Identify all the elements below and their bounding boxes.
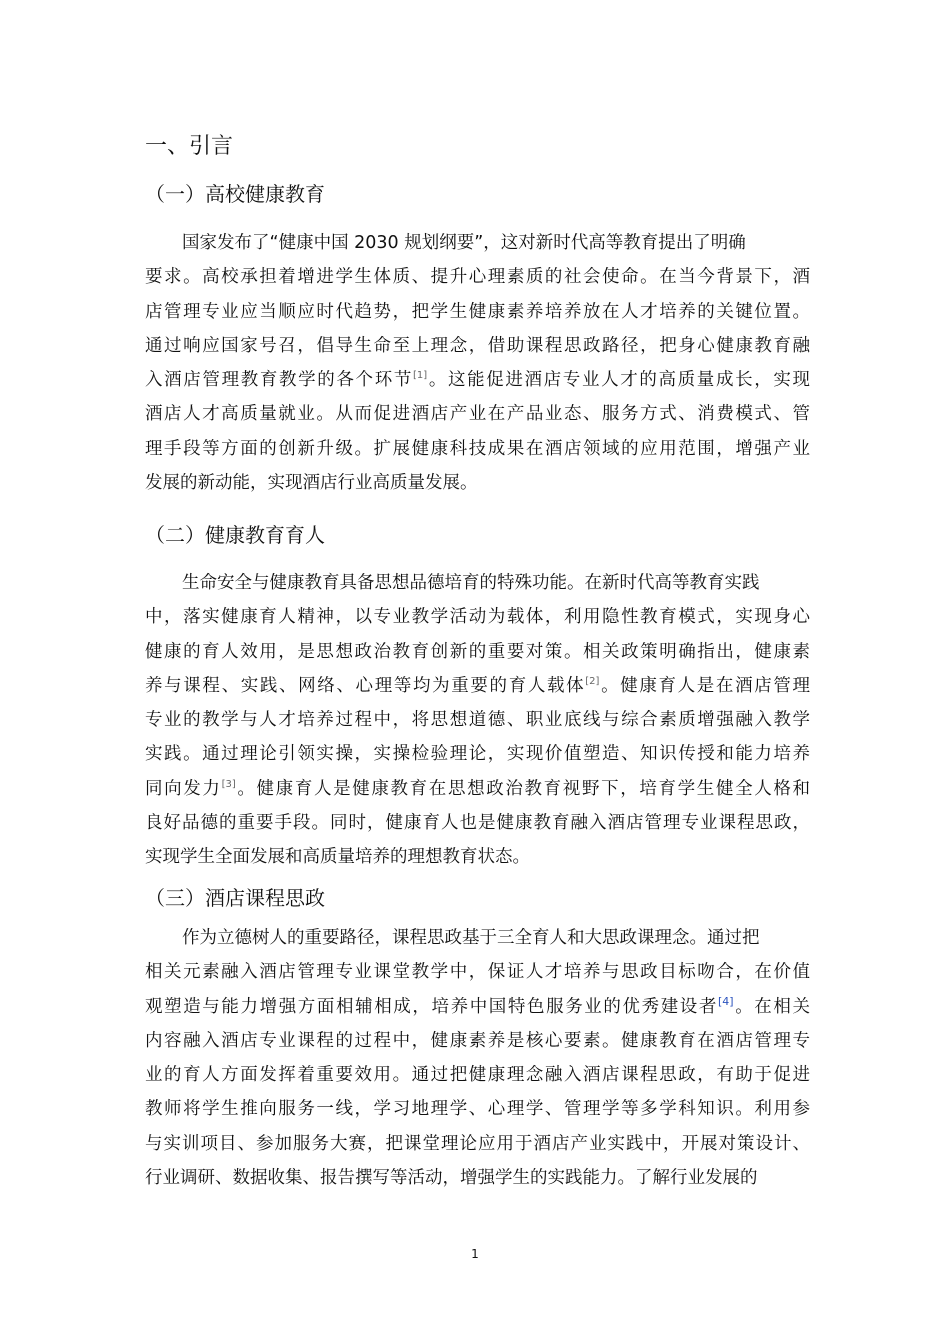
line-text-after-ref: 。健康育人是在酒店管理 [599,675,810,696]
heading-introduction: 一、引言 [145,134,234,159]
section-1-paragraph [145,226,810,500]
line-text: 中，落实健康育人精神，以专业教学活动为载体，利用隐性教育模式，实现身心 [145,607,810,628]
line-text: 相关元素融入酒店管理专业课堂教学中，保证人才培养与思政目标吻合，在价值 [145,962,810,983]
text-line [145,1127,810,1161]
text-line [145,260,810,294]
line-text: 专业的教学与人才培养过程中，将思想道德、职业底线与综合素质增强融入教学 [145,710,810,731]
text-line [145,703,810,737]
line-text: 养与课程、实践、网络、心理等均为重要的育人载体 [145,675,586,696]
text-line [145,921,810,955]
section-title-1: （一）高校健康教育 [145,182,325,206]
section-2-paragraph [145,566,810,875]
line-text: 入酒店管理教育教学的各个环节 [145,370,413,391]
line-text: 内容融入酒店专业课程的过程中，健康素养是核心要素。健康教育在酒店管理专 [145,1030,810,1051]
citation-ref[interactable]: [1] [413,370,428,382]
page-number: 1 [471,1247,479,1261]
text-line [145,1024,810,1058]
text-line [145,840,810,874]
line-text: 通过响应国家号召，倡导生命至上理念，借助课程思政路径，把身心健康教育融 [145,335,810,356]
citation-ref[interactable]: [3] [221,778,236,790]
text-line [145,295,810,329]
text-line [145,329,810,363]
text-line [145,363,810,397]
line-text: 酒店人才高质量就业。从而促进酒店产业在产品业态、服务方式、消费模式、管 [145,404,810,425]
line-text: 教师将学生推向服务一线，学习地理学、心理学、管理学等多学科知识。利用参 [145,1099,810,1120]
section-3-paragraph [145,921,810,1195]
line-text: 理手段等方面的创新升级。扩展健康科技成果在酒店领域的应用范围，增强产业 [145,438,810,459]
line-text: 同向发力 [145,778,222,799]
text-line [145,226,810,260]
line-text: 行业调研、数据收集、报告撰写等活动，增强学生的实践能力。了解行业发展的 [145,1168,758,1189]
line-text: 良好品德的重要手段。同时，健康育人也是健康教育融入酒店管理专业课程思政， [145,813,810,834]
line-text: 生命安全与健康教育具备思想品德培育的特殊功能。在新时代高等教育实践 [182,573,760,593]
line-text: 国家发布了“健康中国 2030 规划纲要”，这对新时代高等教育提出了明确 [182,233,746,253]
line-text: 实践。通过理论引领实操，实操检验理论，实现价值塑造、知识传授和能力培养 [145,744,810,765]
section-title-2: （二）健康教育育人 [145,523,325,547]
line-text-after-ref: 。这能促进酒店专业人才的高质量成长，实现 [427,370,810,391]
citation-ref[interactable]: [4] [718,994,734,1008]
text-line [145,772,810,806]
text-line [145,669,810,703]
text-line [145,466,810,500]
line-text: 要求。高校承担着增进学生体质、提升心理素质的社会使命。在当今背景下，酒 [145,267,810,288]
section-title-3: （三）酒店课程思政 [145,886,325,910]
text-line [145,737,810,771]
line-text: 作为立德树人的重要路径，课程思政基于三全育人和大思政课理念。通过把 [182,928,760,948]
line-text: 实现学生全面发展和高质量培养的理想教育状态。 [145,847,530,868]
line-text-after-ref: 。健康育人是健康教育在思想政治教育视野下，培育学生健全人格和 [235,778,810,799]
text-line [145,806,810,840]
text-line [145,432,810,466]
line-text: 店管理专业应当顺应时代趋势，把学生健康素养培养放在人才培养的关键位置。 [145,301,810,322]
text-line [145,1058,810,1092]
line-text: 业的育人方面发挥着重要效用。通过把健康理念融入酒店课程思政，有助于促进 [145,1065,810,1086]
line-text: 观塑造与能力增强方面相辅相成，培养中国特色服务业的优秀建设者 [145,996,719,1017]
text-line [145,635,810,669]
line-text-after-ref: 。在相关 [733,996,810,1017]
text-line [145,397,810,431]
line-text: 健康的育人效用，是思想政治教育创新的重要对策。相关政策明确指出，健康素 [145,641,810,662]
line-text: 与实训项目、参加服务大赛，把课堂理论应用于酒店产业实践中，开展对策设计、 [145,1133,810,1154]
text-line [145,955,810,989]
text-line [145,600,810,634]
text-line [145,566,810,600]
text-line [145,1092,810,1126]
citation-ref[interactable]: [2] [585,676,600,688]
text-line [145,990,810,1024]
text-line [145,1161,810,1195]
line-text: 发展的新动能，实现酒店行业高质量发展。 [145,473,478,494]
